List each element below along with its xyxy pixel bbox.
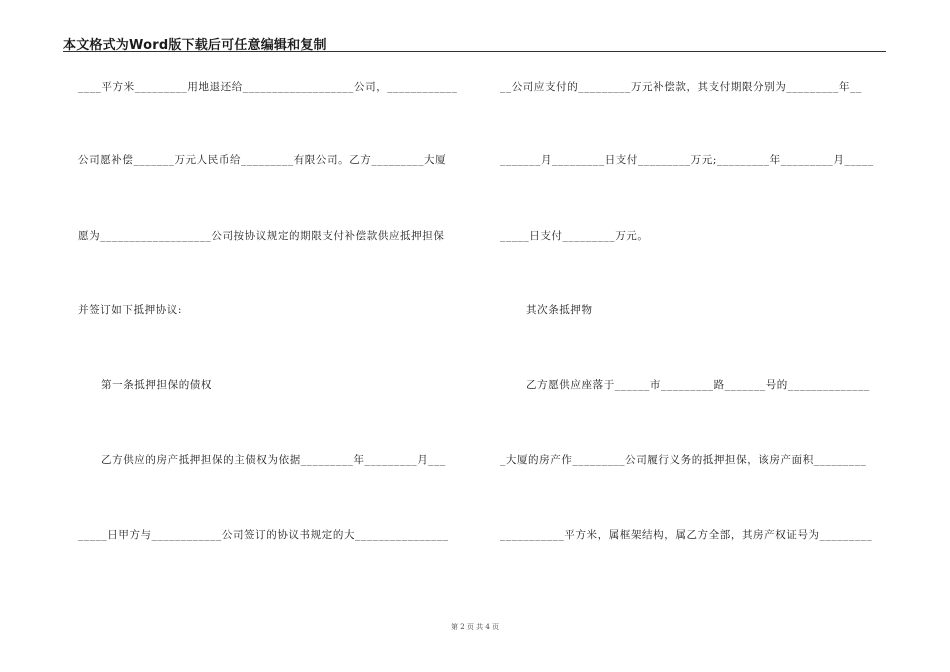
left-line-6: 乙方供应的房产抵押担保的主债权为依据_________年_________月___ <box>101 454 446 466</box>
page-header-title: 本文格式为Word版下载后可任意编辑和复制 <box>63 38 327 53</box>
left-line-4: 并签订如下抵押协议: <box>78 304 183 316</box>
page-number-footer: 第 2 页 共 4 页 <box>450 623 500 631</box>
right-line-2: _______月_________日支付_________万元;_________年_________月_____ <box>500 154 874 166</box>
left-line-3: 愿为___________________公司按协议规定的期限支付补偿款供应抵押担保 <box>78 230 445 242</box>
header-rule <box>63 51 886 52</box>
right-line-5: 乙方愿供应座落于______市_________路_______号的______________ <box>526 379 870 391</box>
right-line-6: _大厦的房产作_________公司履行义务的抵押担保，该房产面积_________ <box>500 454 867 466</box>
right-line-3: _____日支付_________万元。 <box>500 230 649 242</box>
left-line-1: ____平方米_________用地退还给___________________公司，____________ <box>78 81 458 93</box>
right-line-7: ___________平方米，属框架结构，属乙方全部，其房产权证号为_________ <box>500 529 873 541</box>
right-line-4: 其次条抵押物 <box>526 304 593 316</box>
left-line-2: 公司愿补偿_______万元人民币给_________有限公司。乙方_________大厦 <box>78 154 447 166</box>
left-line-5: 第一条抵押担保的债权 <box>101 379 212 391</box>
left-line-7: _____日甲方与____________公司签订的协议书规定的大________________ <box>78 529 449 541</box>
right-line-1: __公司应支付的_________万元补偿款，其支付期限分别为_________年__ <box>500 81 862 93</box>
